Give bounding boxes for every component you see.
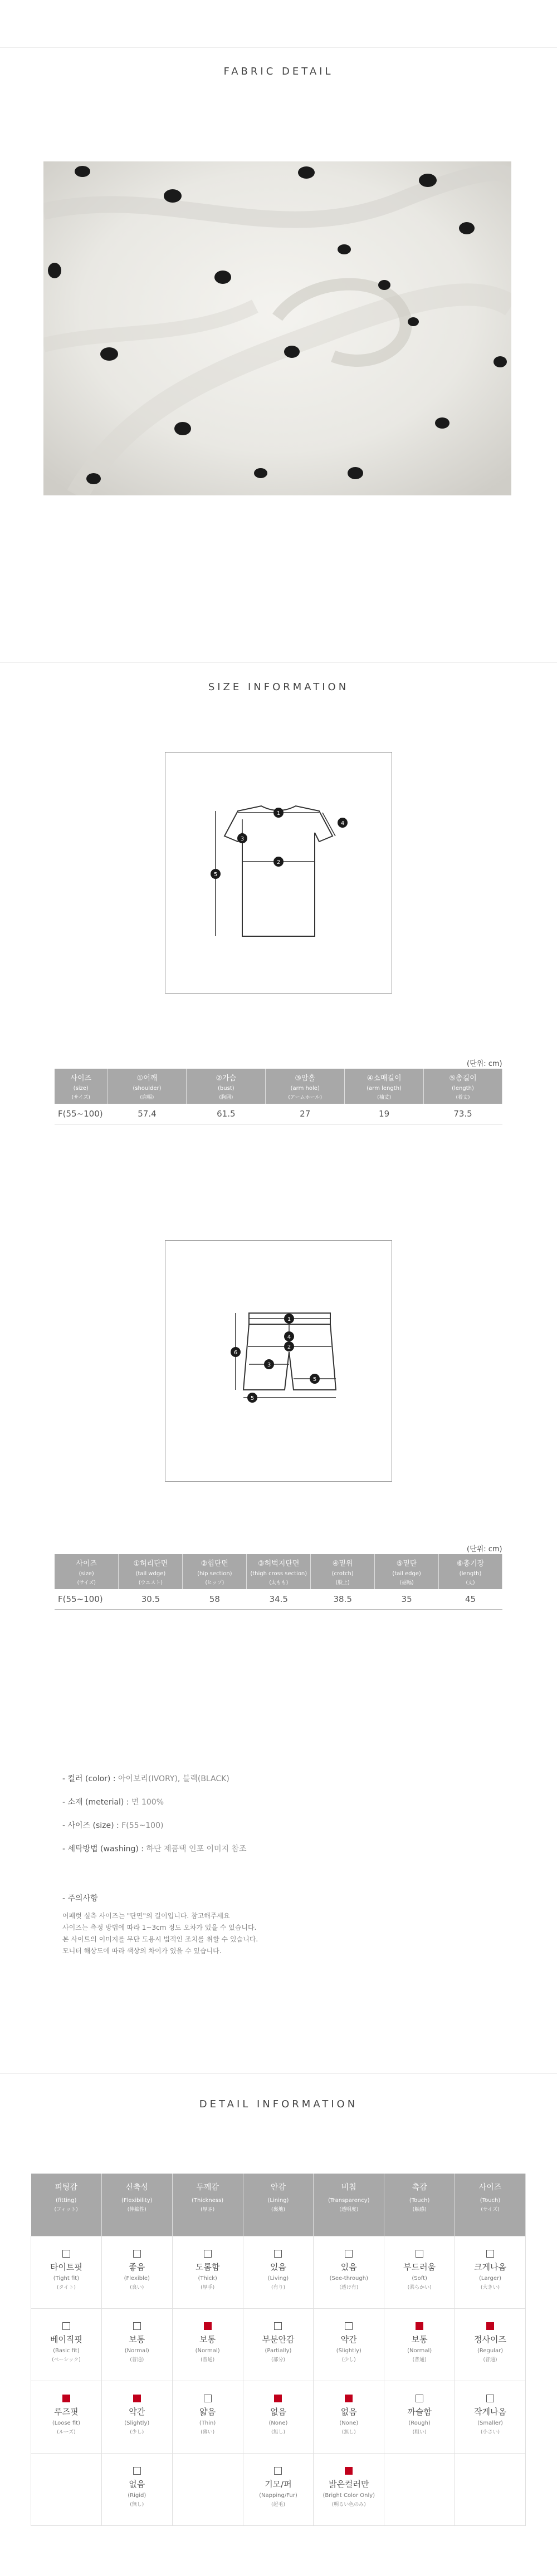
fabric-detail-heading: FABRIC DETAIL	[223, 66, 334, 77]
notice-line: 어패럿 실측 사이즈는 "단면"의 길이입니다. 참고해주세요	[62, 1912, 230, 1920]
detail-cell-jp: (部分)	[271, 2357, 285, 2363]
detail-cell-en: (Thin)	[199, 2420, 216, 2426]
table-cell: 19	[345, 1104, 424, 1124]
detail-cell-jp: (起毛)	[271, 2501, 285, 2508]
detail-cell	[172, 2308, 243, 2381]
detail-cell	[31, 2381, 102, 2453]
unchecked-box-icon	[486, 2250, 494, 2258]
detail-cell	[455, 2308, 526, 2381]
detail-cell-ko: 작게나옴	[474, 2406, 507, 2417]
detail-cell-ko: 부분안감	[262, 2334, 295, 2344]
detail-cell-ko: 약간	[340, 2334, 357, 2344]
table-cell: F(55~100)	[55, 1589, 119, 1610]
bottom-size-table	[55, 1554, 502, 1610]
header-touch: 촉감 (Touch) (触感)	[384, 2174, 455, 2236]
checked-box-icon	[416, 2322, 423, 2330]
detail-cell-ko: 정사이즈	[474, 2334, 507, 2344]
table-cell: 57.4	[108, 1104, 187, 1124]
unchecked-box-icon	[133, 2322, 141, 2330]
table-row	[55, 1104, 502, 1124]
detail-cell-jp: (有り)	[271, 2284, 285, 2290]
detail-header-row	[31, 2174, 526, 2236]
detail-cell-ko: 있음	[340, 2262, 357, 2272]
detail-cell	[314, 2236, 384, 2308]
detail-cell	[243, 2236, 314, 2308]
table-cell: 27	[266, 1104, 345, 1124]
detail-row	[31, 2236, 526, 2308]
checked-box-icon	[62, 2395, 70, 2402]
detail-cell	[384, 2308, 455, 2381]
detail-row	[31, 2308, 526, 2381]
checked-box-icon	[133, 2395, 141, 2402]
detail-cell-ko: 크게나옴	[474, 2262, 507, 2272]
detail-cell-jp: (少し)	[130, 2429, 144, 2435]
detail-cell-en: (Smaller)	[477, 2420, 503, 2426]
detail-cell	[455, 2453, 526, 2525]
detail-cell-en: (Slightly)	[336, 2347, 361, 2354]
notice-line: 모니터 해상도에 따라 색상의 차이가 있을 수 있습니다.	[62, 1947, 222, 1955]
detail-cell	[384, 2236, 455, 2308]
header-waist: ①허리단면 (tail wdge) (ウエスト)	[119, 1554, 183, 1589]
detail-cell-en: (Normal)	[195, 2347, 220, 2354]
header-crotch: ④밑위 (crotch) (股上)	[311, 1554, 375, 1589]
top-measure-diagram	[165, 752, 392, 994]
header-bust: ②가슴 (bust) (胸囲)	[187, 1069, 266, 1104]
detail-cell-en: (Slightly)	[124, 2420, 150, 2426]
svg-text:5: 5	[250, 1395, 255, 1402]
detail-cell-jp: (タイト)	[57, 2284, 76, 2290]
header-total-length: ⑥총기장 (length) (丈)	[439, 1554, 502, 1589]
svg-text:1: 1	[276, 810, 281, 817]
checked-box-icon	[486, 2322, 494, 2330]
detail-row	[31, 2453, 526, 2525]
header-size: 사이즈 (size) (サイズ)	[55, 1554, 119, 1589]
detail-cell-jp: (無し)	[341, 2429, 356, 2435]
detail-cell	[101, 2236, 172, 2308]
detail-cell-ko: 기모/퍼	[265, 2479, 292, 2489]
table-cell: 73.5	[424, 1104, 502, 1124]
detail-cell-jp: (無し)	[271, 2429, 285, 2435]
detail-cell-en: (Living)	[267, 2275, 289, 2282]
table-cell: 61.5	[187, 1104, 266, 1124]
detail-cell	[243, 2453, 314, 2525]
svg-text:2: 2	[276, 859, 281, 866]
table-cell: 35	[375, 1589, 439, 1610]
detail-cell-en: (Thick)	[198, 2275, 217, 2282]
header-shoulder: ①어깨 (shoulder) (肩幅)	[108, 1069, 187, 1104]
bottom-table-unit: (단위: cm)	[467, 1545, 502, 1554]
bottom-measure-diagram	[165, 1240, 392, 1482]
top-size-table	[55, 1069, 502, 1124]
detail-cell	[384, 2453, 455, 2525]
detail-cell	[314, 2381, 384, 2453]
detail-cell-en: (Normal)	[407, 2347, 432, 2354]
notice-line: 본 사이트의 이미지를 무단 도용시 법적인 조치를 취할 수 있습니다.	[62, 1935, 258, 1943]
detail-cell	[101, 2453, 172, 2525]
checked-box-icon	[345, 2467, 353, 2475]
detail-cell-ko: 얇음	[199, 2406, 216, 2417]
table-header-row	[55, 1069, 502, 1104]
table-cell: 34.5	[247, 1589, 311, 1610]
header-lining: 안감 (Lining) (裏地)	[243, 2174, 314, 2236]
header-arm-length: ④소매길이 (arm length) (袖丈)	[345, 1069, 424, 1104]
detail-cell-en: (None)	[339, 2420, 359, 2426]
detail-cell	[101, 2308, 172, 2381]
detail-cell-jp: (明るい色のみ)	[331, 2501, 366, 2508]
detail-cell-jp: (少し)	[341, 2357, 356, 2363]
unchecked-box-icon	[486, 2395, 494, 2402]
unchecked-box-icon	[204, 2250, 212, 2258]
top-table-unit: (단위: cm)	[467, 1060, 502, 1068]
detail-cell	[31, 2308, 102, 2381]
unchecked-box-icon	[133, 2250, 141, 2258]
detail-cell-ko: 약간	[129, 2406, 145, 2417]
detail-cell-ko: 없음	[129, 2479, 145, 2489]
svg-text:3: 3	[267, 1362, 271, 1368]
detail-cell-en: (Loose fit)	[52, 2420, 81, 2426]
detail-cell-ko: 부드러움	[403, 2262, 436, 2272]
detail-cell-ko: 밝은컬러만	[329, 2479, 369, 2489]
detail-cell-jp: (普通)	[130, 2357, 144, 2363]
detail-cell	[314, 2453, 384, 2525]
detail-cell	[172, 2381, 243, 2453]
top-divider	[0, 47, 557, 48]
notice-text	[62, 1910, 258, 1957]
header-hem: ⑤밑단 (tail edge) (裾幅)	[375, 1554, 439, 1589]
detail-cell-jp: (厚手)	[201, 2284, 215, 2290]
detail-cell-en: (Larger)	[479, 2275, 502, 2282]
detail-cell-en: (None)	[268, 2420, 288, 2426]
notice-line: 사이즈는 측정 방법에 따라 1~3cm 정도 오차가 있을 수 있습니다.	[62, 1924, 257, 1931]
detail-cell-jp: (透け有)	[339, 2284, 359, 2290]
checked-box-icon	[204, 2322, 212, 2330]
detail-cell-ko: 까슬함	[407, 2406, 432, 2417]
detail-cell-en: (Napping/Fur)	[259, 2492, 297, 2499]
detail-cell	[31, 2453, 102, 2525]
unchecked-box-icon	[345, 2322, 353, 2330]
header-size: 사이즈 (size) (サイズ)	[55, 1069, 108, 1104]
checked-box-icon	[274, 2395, 282, 2402]
header-fitting: 피팅감 (fitting) (フィット)	[31, 2174, 102, 2236]
detail-cell-ko: 있음	[270, 2262, 286, 2272]
detail-cell-en: (Normal)	[124, 2347, 149, 2354]
svg-text:6: 6	[233, 1350, 238, 1356]
detail-cell-jp: (粗い)	[412, 2429, 427, 2435]
unchecked-box-icon	[62, 2322, 70, 2330]
info-color: - 컬러 (color) : 아이보리(IVORY), 블랙(BLACK)	[62, 1774, 229, 1783]
header-length: ⑤총길이 (length) (着丈)	[424, 1069, 502, 1104]
detail-cell-ko: 좋음	[129, 2262, 145, 2272]
detail-cell-jp: (普通)	[201, 2357, 215, 2363]
table-row	[55, 1589, 502, 1610]
detail-cell-en: (Soft)	[412, 2275, 427, 2282]
info-material: - 소재 (meterial) : 면 100%	[62, 1798, 164, 1807]
detail-cell	[101, 2381, 172, 2453]
detail-cell	[243, 2381, 314, 2453]
header-size-fit: 사이즈 (Touch) (サイズ)	[455, 2174, 526, 2236]
detail-cell	[31, 2236, 102, 2308]
detail-cell-en: (Rough)	[408, 2420, 431, 2426]
table-cell: 38.5	[311, 1589, 375, 1610]
detail-cell-jp: (大きい)	[481, 2284, 500, 2290]
detail-cell-ko: 보통	[129, 2334, 145, 2344]
detail-row	[31, 2381, 526, 2453]
detail-info-table	[31, 2174, 526, 2526]
detail-cell-en: (Tight fit)	[53, 2275, 80, 2282]
detail-cell-en: (See-through)	[329, 2275, 368, 2282]
size-information-heading: SIZE INFORMATION	[208, 681, 349, 693]
unchecked-box-icon	[416, 2395, 423, 2402]
unchecked-box-icon	[416, 2250, 423, 2258]
detail-cell	[172, 2236, 243, 2308]
detail-cell-jp: (普通)	[412, 2357, 427, 2363]
detail-cell-en: (Basic fit)	[53, 2347, 80, 2354]
detail-cell-ko: 루즈핏	[54, 2406, 79, 2417]
detail-cell-ko: 없음	[270, 2406, 286, 2417]
header-thickness: 두께감 (Thickness) (厚さ)	[172, 2174, 243, 2236]
table-cell: 58	[183, 1589, 247, 1610]
detail-cell-ko: 베이직핏	[50, 2334, 82, 2344]
detail-cell-jp: (ベーシック)	[52, 2357, 81, 2363]
table-cell: 30.5	[119, 1589, 183, 1610]
detail-cell-en: (Partially)	[265, 2347, 292, 2354]
detail-cell	[384, 2381, 455, 2453]
notice-title: - 주의사항	[62, 1894, 98, 1903]
detail-cell-jp: (小さい)	[481, 2429, 500, 2435]
detail-section-divider	[0, 2073, 557, 2074]
unchecked-box-icon	[133, 2467, 141, 2475]
detail-cell-jp: (ルーズ)	[57, 2429, 76, 2435]
detail-cell-jp: (良い)	[130, 2284, 144, 2290]
info-washing: - 세탁방법 (washing) : 하단 제품택 인포 이미지 참조	[62, 1845, 247, 1854]
svg-text:4: 4	[287, 1334, 291, 1340]
unchecked-box-icon	[274, 2322, 282, 2330]
detail-cell-ko: 없음	[340, 2406, 357, 2417]
header-hip: ②힙단면 (hip section) (ヒップ)	[183, 1554, 247, 1589]
detail-cell-jp: (薄い)	[201, 2429, 215, 2435]
unchecked-box-icon	[274, 2467, 282, 2475]
detail-cell-ko: 도톰함	[195, 2262, 220, 2272]
detail-cell-ko: 보통	[411, 2334, 428, 2344]
detail-cell-en: (Flexible)	[124, 2275, 150, 2282]
header-thigh: ③허벅지단면 (thigh cross section) (太もも)	[247, 1554, 311, 1589]
detail-cell-en: (Bright Color Only)	[323, 2492, 375, 2499]
svg-text:1: 1	[287, 1316, 291, 1323]
detail-cell-ko: 보통	[199, 2334, 216, 2344]
detail-cell	[455, 2381, 526, 2453]
svg-text:4: 4	[340, 820, 345, 827]
svg-text:5: 5	[213, 872, 218, 878]
unchecked-box-icon	[204, 2395, 212, 2402]
detail-cell	[243, 2308, 314, 2381]
unchecked-box-icon	[274, 2250, 282, 2258]
svg-text:3: 3	[240, 836, 245, 842]
shorts-diagram	[165, 1241, 392, 1481]
fabric-photo	[43, 161, 511, 495]
header-transparency: 비침 (Transparency) (透明度)	[314, 2174, 384, 2236]
tshirt-diagram	[165, 753, 392, 993]
detail-cell-ko: 타이트핏	[50, 2262, 82, 2272]
size-section-divider	[0, 662, 557, 663]
info-size: - 사이즈 (size) : F(55~100)	[62, 1821, 164, 1830]
table-header-row	[55, 1554, 502, 1589]
detail-cell	[172, 2453, 243, 2525]
unchecked-box-icon	[62, 2250, 70, 2258]
checked-box-icon	[345, 2395, 353, 2402]
detail-cell-en: (Regular)	[477, 2347, 504, 2354]
detail-cell	[455, 2236, 526, 2308]
table-cell: F(55~100)	[55, 1104, 108, 1124]
header-flexibility: 신축성 (Flexibility) (伸縮性)	[101, 2174, 172, 2236]
polka-dot-fabric-image	[43, 161, 511, 495]
svg-text:2: 2	[287, 1344, 291, 1350]
unchecked-box-icon	[345, 2250, 353, 2258]
detail-cell-jp: (柔らかい)	[407, 2284, 432, 2290]
svg-text:5: 5	[312, 1377, 317, 1383]
detail-cell-en: (Rigid)	[128, 2492, 146, 2499]
detail-cell-jp: (無し)	[130, 2501, 144, 2508]
detail-information-heading: DETAIL INFORMATION	[199, 2098, 358, 2110]
table-cell: 45	[439, 1589, 502, 1610]
detail-cell-jp: (普通)	[483, 2357, 497, 2363]
header-armhole: ③암홀 (arm hole) (アームホール)	[266, 1069, 345, 1104]
detail-cell	[314, 2308, 384, 2381]
